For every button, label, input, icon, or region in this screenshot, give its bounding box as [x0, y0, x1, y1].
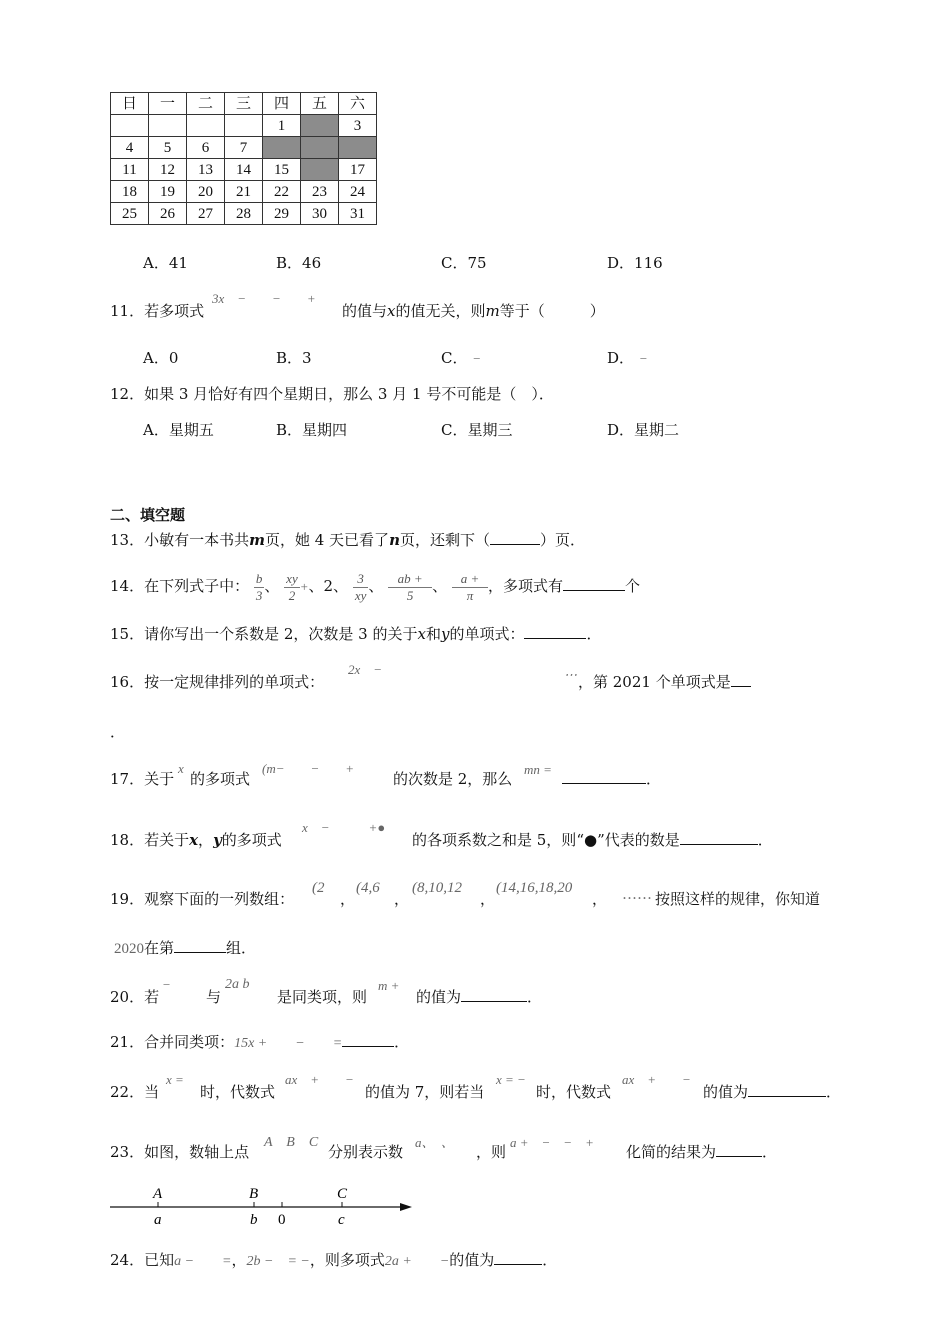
q24-pre: 24．已知 [110, 1251, 175, 1269]
q11-stem [110, 301, 204, 321]
calendar-cell-shaded [339, 137, 377, 159]
q12-option-a[interactable]: A．星期五 [143, 421, 214, 439]
q22-answer-blank[interactable] [748, 1082, 826, 1097]
calendar-cell: 19 [149, 181, 187, 203]
calendar-header-cell: 日 [111, 93, 149, 115]
q14-f1-num: b [255, 570, 263, 586]
q20-expr-1: − [162, 977, 171, 992]
q23-post: 化简的结果为 [626, 1143, 717, 1161]
q20-end: ． [527, 988, 543, 1006]
calendar-row [111, 159, 377, 181]
q14-pre: 14．在下列式子中： [110, 577, 250, 595]
q12-option-b[interactable]: B．星期四 [276, 421, 348, 439]
q16-answer-blank[interactable] [731, 672, 751, 687]
q11-mid1: 的值与 [342, 302, 388, 320]
q17-mn: mn = [524, 762, 552, 777]
label-zero: 0 [278, 1212, 286, 1228]
q24-expr-1: a − = [174, 1254, 232, 1269]
q19-comma-2: ， [394, 890, 410, 908]
number-line-arrow [400, 1203, 412, 1211]
q10-option-b[interactable]: B．46 [276, 254, 322, 272]
q15 [110, 624, 601, 644]
calendar-cell [149, 115, 187, 137]
q22-expr-3: x = − [496, 1072, 526, 1087]
q18-tail [412, 830, 773, 850]
calendar-cell: 20 [187, 181, 225, 203]
calendar-header-row [111, 93, 377, 115]
q11-option-c[interactable] [441, 348, 481, 369]
q22-post: 的值为 [703, 1083, 749, 1101]
q11-expression: 3x − − + [212, 291, 316, 306]
q12-option-c[interactable]: C．星期三 [441, 421, 513, 439]
calendar-cell: 5 [149, 137, 187, 159]
q15-and: 和 [425, 625, 441, 643]
q14-f3-den: xy [354, 587, 367, 603]
q20-expr-2: 2a b [225, 977, 250, 992]
q11-option-c-label: C． [441, 349, 468, 367]
q18-end: ． [757, 831, 773, 849]
q24-answer-blank[interactable] [494, 1250, 542, 1265]
calendar-cell: 28 [225, 203, 263, 225]
q14-post2: 个 [624, 577, 640, 595]
q18-var-x: x [189, 831, 199, 849]
q22-pre: 22．当 [110, 1083, 160, 1101]
calendar-cell-shaded [263, 137, 301, 159]
q19-year: 2020 [114, 941, 144, 957]
q14-post1: ，多项式有 [487, 577, 563, 595]
q18-var-y: y [213, 831, 222, 849]
q16-tail [578, 672, 751, 692]
calendar-cell: 29 [263, 203, 301, 225]
q14-sep: 、 [368, 577, 384, 595]
q18-post: 的各项系数之和是 5，则“●”代表的数是 [412, 831, 680, 849]
q14-f4-den: 5 [406, 587, 414, 603]
q15-var-x: x [417, 625, 426, 643]
calendar-cell: 13 [187, 159, 225, 181]
q14-fraction-3 [353, 571, 369, 604]
q20-mid2: 是同类项，则 [277, 988, 368, 1006]
label-B: B [249, 1186, 259, 1202]
calendar-cell [111, 115, 149, 137]
calendar-cell-shaded [301, 159, 339, 181]
label-C: C [337, 1186, 348, 1202]
q23-end: ． [762, 1143, 778, 1161]
q23-mid2: ，则 [476, 1143, 507, 1161]
calendar-cell: 30 [301, 203, 339, 225]
q14-f2-num: xy [286, 570, 298, 586]
q15-post: 的单项式： [449, 625, 525, 643]
q11-option-a[interactable]: A．0 [143, 349, 179, 367]
q23-expr-2: a + − − + [510, 1135, 594, 1150]
q19-answer-blank[interactable] [174, 938, 226, 953]
calendar-row [111, 115, 377, 137]
q19-comma-3: ， [480, 890, 496, 908]
q21-end: ． [394, 1033, 410, 1051]
q14-mid: 、2、 [308, 577, 349, 595]
q10-option-a[interactable]: A．41 [143, 254, 188, 272]
q14-f2-den: 2 [288, 587, 296, 603]
q24-sep: ， [231, 1251, 247, 1269]
q10-option-d[interactable]: D．116 [607, 254, 663, 272]
q24 [110, 1250, 557, 1272]
label-A: A [153, 1186, 163, 1202]
calendar-cell: 26 [149, 203, 187, 225]
calendar-cell [225, 115, 263, 137]
q23-tail [626, 1142, 777, 1162]
q20-expr-3: m + [378, 978, 400, 993]
q15-end: ． [586, 625, 602, 643]
q22-mid1: 时，代数式 [200, 1083, 276, 1101]
calendar-cell: 31 [339, 203, 377, 225]
q22-end: ． [826, 1083, 842, 1101]
q14-f1-den: 3 [255, 587, 263, 603]
calendar-cell: 7 [225, 137, 263, 159]
calendar-row [111, 181, 377, 203]
q14-f5-num: a + [452, 571, 488, 588]
q15-answer-blank[interactable] [524, 624, 586, 639]
q18-pre [110, 830, 282, 850]
q17-answer-blank[interactable] [562, 769, 646, 784]
q21-pre: 21．合并同类项： [110, 1033, 235, 1051]
q21-answer-blank[interactable] [342, 1032, 394, 1047]
q14-fraction-5 [452, 571, 488, 604]
q11-number: 11． [110, 302, 145, 320]
q22-tail [703, 1082, 841, 1102]
q17-pre: 17．关于 [110, 770, 175, 788]
q14-fraction-1 [254, 571, 265, 604]
calendar-cell: 3 [339, 115, 377, 137]
label-a: a [154, 1212, 162, 1228]
calendar-cell: 15 [263, 159, 301, 181]
label-b: b [250, 1212, 258, 1228]
calendar-cell [187, 115, 225, 137]
calendar-row [111, 137, 377, 159]
calendar-cell: 17 [339, 159, 377, 181]
q15-var-y: y [440, 625, 450, 643]
q19-line2a: 在第 [144, 939, 175, 957]
q19-post: 按照这样的规律，你知道 [655, 890, 821, 908]
q23-answer-blank[interactable] [716, 1142, 762, 1157]
q11-mid2: 的值无关，则 [395, 302, 486, 320]
q11-option-c-math: − [472, 351, 482, 366]
q14-fraction-2 [284, 571, 300, 604]
q13-mid1: 页，她 4 天已看了 [264, 531, 390, 549]
q16-expression: 2x − [348, 662, 383, 677]
calendar-header-cell: 一 [149, 93, 187, 115]
q19-comma-4: ， [592, 890, 608, 908]
q23-mid1: 分别表示数 [328, 1143, 404, 1161]
calendar-cell-shaded [301, 137, 339, 159]
calendar-cell: 4 [111, 137, 149, 159]
calendar-header-cell: 四 [263, 93, 301, 115]
q24-expr-3: 2a + − [384, 1254, 450, 1269]
q13-pre: 13．小敏有一本书共 [110, 531, 250, 549]
calendar-cell: 21 [225, 181, 263, 203]
q20-pre: 20．若 [110, 988, 160, 1006]
q19-group-3: (8,10,12 [412, 880, 462, 896]
q20-post: 的值为 [416, 988, 462, 1006]
q13-answer-blank[interactable] [490, 530, 540, 545]
q11-pre: 若多项式 [144, 302, 205, 320]
q14-sep: 、 [432, 577, 448, 595]
calendar-header-cell: 三 [225, 93, 263, 115]
q14 [110, 566, 640, 607]
q11-var-x: x [387, 302, 396, 320]
calendar-cell-shaded [301, 115, 339, 137]
q18-answer-blank[interactable] [680, 830, 758, 845]
q11-var-m: m [485, 302, 500, 320]
calendar-header-cell: 五 [301, 93, 339, 115]
q11-option-d-math: − [638, 351, 648, 366]
calendar-cell: 18 [111, 181, 149, 203]
q19-line2b: 组． [226, 939, 257, 957]
q18-mid: 的多项式 [221, 831, 282, 849]
q13-post: ）页． [539, 531, 585, 549]
calendar-cell: 6 [187, 137, 225, 159]
calendar-cell: 11 [111, 159, 149, 181]
q13-mid2: 页，还剩下（ [399, 531, 490, 549]
q14-sep: 、 [264, 577, 280, 595]
calendar-header-cell: 二 [187, 93, 225, 115]
q19-dots: …… [622, 885, 652, 903]
q14-f5-den: π [466, 587, 474, 603]
q24-post: 的值为 [449, 1251, 495, 1269]
q19-group-2: (4,6 [356, 880, 380, 896]
q20-tail [416, 987, 542, 1007]
number-line-figure [100, 1180, 430, 1230]
q17-expression: (m− − + [262, 761, 355, 776]
q16-line2: ． [110, 723, 126, 741]
q22-mid2: 的值为 7，则若当 [365, 1083, 485, 1101]
q17-var-x: x [178, 761, 184, 776]
calendar-cell: 23 [301, 181, 339, 203]
q17-mid: 的多项式 [190, 770, 251, 788]
q13-var-m: m [249, 531, 265, 549]
q22-expr-1: x = [166, 1072, 184, 1087]
calendar-cell: 27 [187, 203, 225, 225]
label-c: c [338, 1212, 345, 1228]
calendar-cell: 1 [263, 115, 301, 137]
q12-option-d[interactable]: D．星期二 [607, 421, 680, 439]
q19-pre: 19．观察下面的一列数组： [110, 890, 295, 908]
section-title: 二、填空题 [110, 506, 186, 524]
q13 [110, 530, 585, 550]
q23-points: A B C [264, 1135, 319, 1150]
q13-var-n: n [389, 531, 400, 549]
q14-fraction-4 [388, 571, 432, 604]
q24-end: ． [542, 1251, 558, 1269]
q11-option-d-label: D． [607, 349, 635, 367]
calendar-header-cell: 六 [339, 93, 377, 115]
q21 [110, 1032, 409, 1054]
q22-expr-2: ax + − [285, 1072, 354, 1087]
q24-mid: ，则多项式 [309, 1251, 385, 1269]
calendar-cell: 25 [111, 203, 149, 225]
q11-option-d[interactable] [607, 348, 648, 369]
q18-expression: x − +● [302, 820, 386, 835]
q11-option-b[interactable]: B．3 [276, 349, 312, 367]
q14-plus: + [299, 579, 309, 594]
q14-f3-num: 3 [353, 571, 369, 588]
q20-mid1: 与 [206, 988, 222, 1006]
q19-comma-1: ， [340, 890, 356, 908]
q14-answer-blank[interactable] [563, 576, 625, 591]
q21-expression: 15x + − = [234, 1036, 343, 1051]
q12-stem: 12．如果 3 月恰好有四个星期日，那么 3 月 1 号不可能是（ ）． [110, 385, 554, 403]
q17-mid2: 的次数是 2，那么 [393, 770, 513, 788]
q20-answer-blank[interactable] [461, 987, 527, 1002]
q16-post: ，第 2021 个单项式是 [578, 673, 731, 691]
q11-post: 等于（ ） [499, 302, 605, 320]
q19-group-4: (14,16,18,20 [496, 880, 573, 896]
q14-f4-num: ab + [388, 571, 432, 588]
q16-dots: ⋯ [564, 667, 577, 682]
q23-pre: 23．如图，数轴上点 [110, 1143, 250, 1161]
q19-line2 [114, 938, 256, 959]
q23-expr-1: a、 、 [415, 1135, 455, 1150]
q22-expr-4: ax + − [622, 1072, 691, 1087]
q18-sep: ， [198, 831, 214, 849]
calendar-cell: 22 [263, 181, 301, 203]
q17-tail [562, 769, 661, 789]
calendar-row [111, 203, 377, 225]
q17-end: ． [646, 770, 662, 788]
calendar-cell: 14 [225, 159, 263, 181]
q22-mid3: 时，代数式 [536, 1083, 612, 1101]
q10-option-c[interactable]: C．75 [441, 254, 487, 272]
calendar-cell: 12 [149, 159, 187, 181]
q19-group-1: (2 [312, 880, 325, 896]
q11-tail [342, 301, 605, 321]
q15-pre: 15．请你写出一个系数是 2，次数是 3 的关于 [110, 625, 418, 643]
q18-pre-text: 18．若关于 [110, 831, 190, 849]
calendar-cell: 24 [339, 181, 377, 203]
q24-expr-2: 2b − = − [246, 1254, 310, 1269]
calendar-table [110, 92, 377, 225]
q16-pre: 16．按一定规律排列的单项式： [110, 673, 325, 691]
